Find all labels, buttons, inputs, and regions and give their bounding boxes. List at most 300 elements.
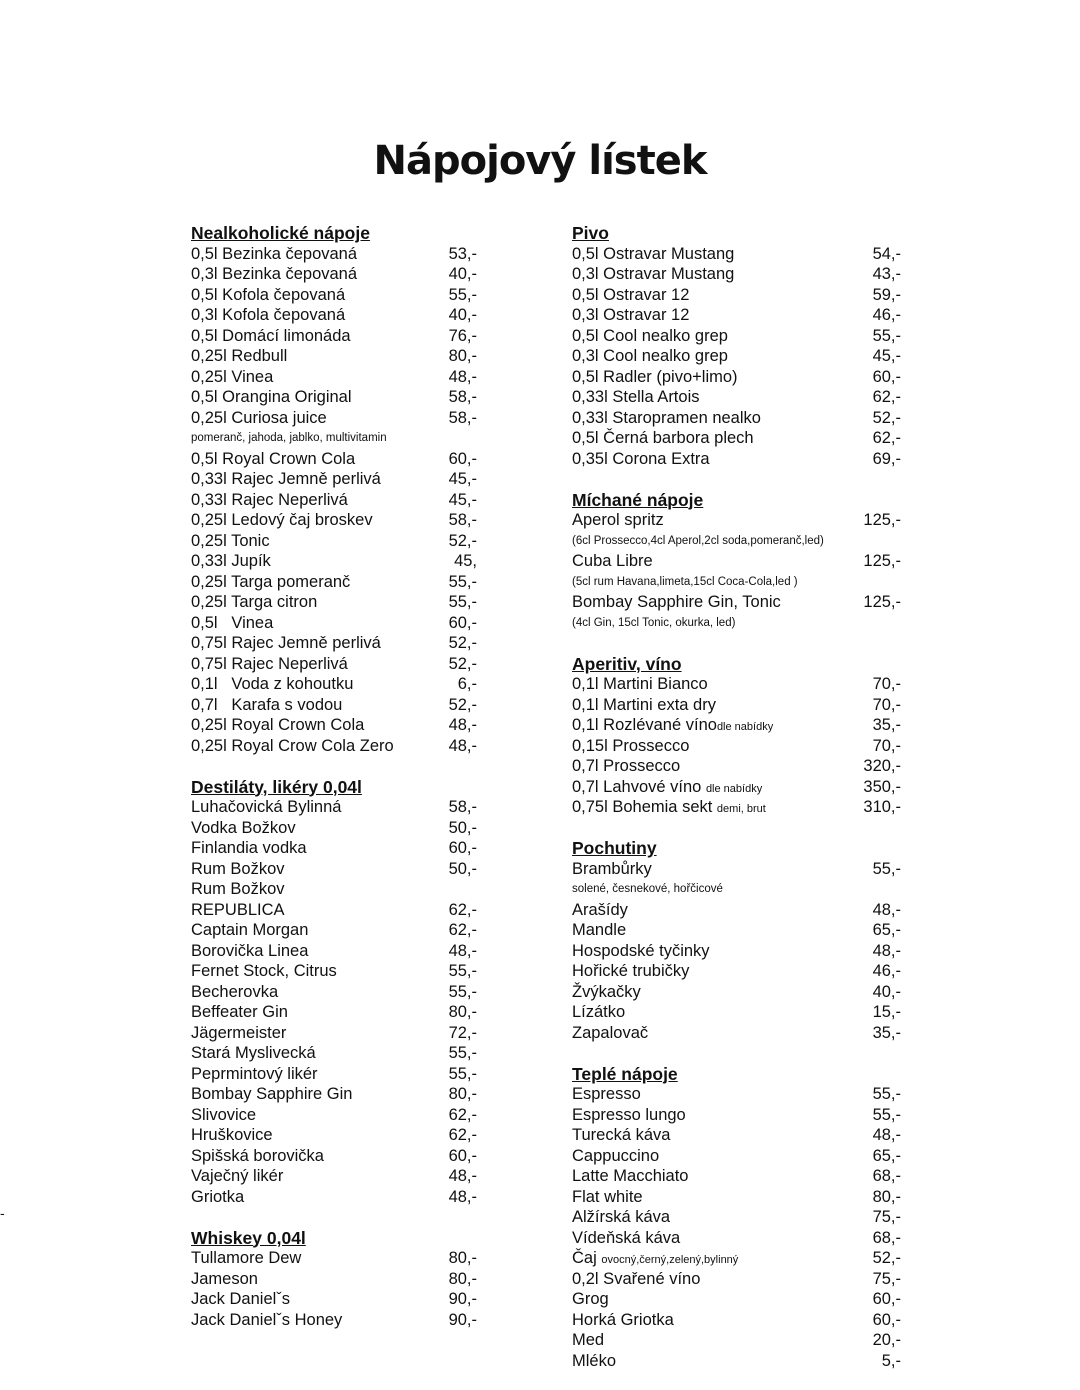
menu-item bbox=[191, 305, 491, 326]
item-name-wrap bbox=[191, 633, 381, 654]
item-name: Jameson bbox=[191, 1269, 258, 1288]
menu-item bbox=[572, 1269, 912, 1290]
item-note: dle nabídky bbox=[716, 721, 774, 733]
menu-section-nealkoholicke-napoje bbox=[191, 223, 491, 756]
menu-item bbox=[191, 654, 491, 675]
item-name: 0,75l Rajec Neperlivá bbox=[191, 654, 348, 673]
item-price: 52,- bbox=[448, 634, 477, 652]
menu-item bbox=[572, 1330, 912, 1351]
item-name: 0,25l Curiosa juice bbox=[191, 408, 327, 427]
item-name-wrap bbox=[191, 1084, 352, 1105]
item-price: 60,- bbox=[448, 613, 477, 632]
item-name: 0,3l Ostravar 12 bbox=[572, 306, 690, 324]
item-price: 125,- bbox=[863, 511, 901, 529]
item-name-wrap bbox=[572, 777, 762, 800]
item-name: Turecká káva bbox=[572, 1126, 671, 1144]
menu-item bbox=[572, 1002, 912, 1023]
item-name: 0,7l Lahvové víno bbox=[572, 777, 706, 796]
menu-item bbox=[191, 1023, 491, 1044]
item-name: Žvýkačky bbox=[572, 982, 641, 1001]
item-name-wrap bbox=[572, 285, 689, 306]
item-name-wrap bbox=[191, 838, 307, 859]
item-name-wrap bbox=[572, 1146, 659, 1167]
menu-item bbox=[191, 449, 491, 470]
item-name: Hruškovice bbox=[191, 1126, 273, 1144]
item-name: 0,5l Radler (pivo+limo) bbox=[572, 367, 738, 386]
item-price: 320,- bbox=[863, 757, 901, 775]
section-heading: Aperitiv, víno bbox=[572, 653, 682, 674]
menu-item bbox=[572, 1187, 912, 1208]
item-price: 60,- bbox=[872, 367, 901, 386]
item-price: 75,- bbox=[872, 1269, 901, 1288]
item-name: 0,3l Kofola čepovaná bbox=[191, 306, 346, 324]
item-name: 0,5l Vinea bbox=[191, 613, 274, 632]
menu-item bbox=[191, 572, 491, 593]
menu-item bbox=[191, 244, 491, 265]
item-name: 0,5l Bezinka čepovaná bbox=[191, 244, 358, 263]
menu-item bbox=[191, 1064, 491, 1085]
item-name-wrap bbox=[572, 941, 710, 962]
item-name: 0,33l Stella Artois bbox=[572, 388, 700, 406]
item-name-wrap bbox=[191, 1310, 342, 1331]
item-name: Finlandia vodka bbox=[191, 839, 307, 857]
item-price: 15,- bbox=[872, 1003, 901, 1021]
item-price: 45,- bbox=[872, 347, 901, 365]
item-name: Espresso lungo bbox=[572, 1105, 686, 1124]
menu-item bbox=[191, 346, 491, 367]
item-name: Borovička Linea bbox=[191, 941, 309, 960]
item-price: 68,- bbox=[872, 1228, 901, 1247]
item-price: 62,- bbox=[872, 429, 901, 447]
item-name: Hořické trubičky bbox=[572, 962, 690, 980]
item-price: 65,- bbox=[872, 921, 901, 939]
menu-item bbox=[572, 674, 912, 695]
menu-item bbox=[191, 490, 491, 511]
menu-item bbox=[572, 715, 912, 736]
item-price: 48,- bbox=[448, 716, 477, 734]
item-name: 0,5l Orangina Original bbox=[191, 388, 352, 406]
item-price: 55,- bbox=[872, 859, 901, 878]
item-name-wrap bbox=[572, 1105, 686, 1126]
item-price: 58,- bbox=[448, 798, 477, 816]
menu-item bbox=[191, 326, 491, 347]
menu-item bbox=[572, 797, 912, 818]
item-name-wrap bbox=[572, 1289, 609, 1310]
item-price: 350,- bbox=[863, 777, 901, 796]
menu-item bbox=[191, 920, 491, 941]
item-price: 90,- bbox=[448, 1290, 477, 1308]
item-name-wrap bbox=[572, 920, 626, 941]
item-name: 0,75l Bohemia sekt bbox=[572, 798, 717, 816]
menu-item bbox=[191, 408, 491, 429]
item-price: 68,- bbox=[872, 1167, 901, 1185]
item-name: Captain Morgan bbox=[191, 921, 309, 939]
item-name: Brambůrky bbox=[572, 859, 652, 878]
item-name: 0,5l Černá barbora plech bbox=[572, 429, 754, 447]
item-name: Beffeater Gin bbox=[191, 1003, 288, 1021]
item-price: 62,- bbox=[448, 921, 477, 939]
item-name: 0,5l Royal Crown Cola bbox=[191, 449, 356, 468]
item-name-wrap bbox=[572, 1330, 604, 1351]
item-price: 50,- bbox=[448, 818, 477, 837]
item-name-wrap bbox=[191, 1125, 273, 1146]
item-name: 0,15l Prossecco bbox=[572, 736, 690, 755]
section-heading: Nealkoholické nápoje bbox=[191, 223, 370, 243]
menu-item bbox=[191, 715, 491, 736]
item-name: Rum Božkov bbox=[191, 859, 285, 878]
item-name-wrap bbox=[572, 797, 766, 820]
item-name: Čaj bbox=[572, 1249, 602, 1267]
menu-item bbox=[191, 1084, 491, 1105]
menu-item bbox=[191, 1289, 491, 1310]
item-name-wrap bbox=[191, 531, 270, 552]
menu-item bbox=[572, 777, 912, 798]
item-price: 60,- bbox=[872, 1290, 901, 1308]
menu-item bbox=[191, 838, 491, 859]
item-name: 0,5l Cool nealko grep bbox=[572, 326, 728, 345]
menu-item bbox=[572, 408, 912, 429]
item-name-wrap bbox=[572, 428, 754, 449]
menu-item bbox=[191, 1146, 491, 1167]
item-name: Bombay Sapphire Gin, Tonic bbox=[572, 593, 781, 611]
item-name: Flat white bbox=[572, 1187, 643, 1206]
item-price: 59,- bbox=[872, 285, 901, 304]
right-column bbox=[572, 223, 912, 1371]
item-description: (5cl rum Havana,limeta,15cl Coca-Cola,led ) bbox=[572, 575, 798, 588]
item-name-wrap bbox=[191, 797, 341, 818]
item-name-wrap bbox=[191, 305, 345, 326]
margin-mark: - bbox=[0, 1205, 5, 1221]
item-name-wrap bbox=[191, 900, 285, 921]
item-name-wrap bbox=[191, 1187, 244, 1208]
item-price: 46,- bbox=[872, 962, 901, 980]
item-name-wrap bbox=[191, 264, 357, 285]
item-price: 65,- bbox=[872, 1146, 901, 1165]
menu-item bbox=[572, 900, 912, 921]
item-name: 0,25l Targa pomeranč bbox=[191, 572, 351, 591]
item-name-wrap bbox=[572, 1125, 670, 1146]
item-name: Griotka bbox=[191, 1187, 245, 1206]
item-price: 80,- bbox=[448, 1003, 477, 1021]
item-name-wrap bbox=[572, 674, 708, 695]
item-name-wrap bbox=[572, 592, 781, 613]
item-price: 52,- bbox=[872, 408, 901, 427]
menu-item bbox=[191, 1269, 491, 1290]
item-price: 310,- bbox=[863, 798, 901, 816]
item-price: 48,- bbox=[448, 1187, 477, 1206]
item-price: 55,- bbox=[448, 1064, 477, 1083]
item-price: 70,- bbox=[872, 695, 901, 714]
item-name-wrap bbox=[191, 449, 355, 470]
menu-item bbox=[191, 818, 491, 839]
item-description: solené, česnekové, hořčicové bbox=[572, 883, 723, 895]
item-price: 58,- bbox=[448, 408, 477, 427]
menu-item bbox=[572, 387, 912, 408]
item-name: Aperol spritz bbox=[572, 511, 664, 529]
item-name: Rum Božkov bbox=[191, 880, 285, 898]
item-name-wrap bbox=[572, 1002, 625, 1023]
item-name: 0,25l Redbull bbox=[191, 347, 288, 365]
item-price: 50,- bbox=[448, 859, 477, 878]
item-name: Peprmintový likér bbox=[191, 1064, 318, 1083]
item-price: 46,- bbox=[872, 306, 901, 324]
item-name: REPUBLICA bbox=[191, 900, 285, 919]
menu-item bbox=[572, 428, 912, 449]
section-heading: Whiskey 0,04l bbox=[191, 1227, 306, 1248]
item-name-wrap bbox=[191, 859, 285, 880]
item-price: 43,- bbox=[872, 265, 901, 283]
item-name: Slivovice bbox=[191, 1105, 257, 1124]
item-price: 55,- bbox=[872, 1085, 901, 1103]
item-note: dle nabídky bbox=[705, 782, 763, 795]
item-name-wrap bbox=[191, 941, 308, 962]
menu-item bbox=[191, 859, 491, 880]
item-price: 60,- bbox=[872, 1310, 901, 1329]
item-name: 0,2l Svařené víno bbox=[572, 1269, 701, 1288]
item-price: 48,- bbox=[872, 1126, 901, 1144]
item-name: 0,33l Jupík bbox=[191, 552, 271, 570]
item-name: 0,75l Rajec Jemně perlivá bbox=[191, 634, 381, 652]
item-note: demi, brut bbox=[716, 803, 766, 815]
item-name: Med bbox=[572, 1331, 605, 1349]
item-name: Spišská borovička bbox=[191, 1146, 324, 1165]
item-name-wrap bbox=[572, 695, 716, 716]
menu-item bbox=[572, 326, 912, 347]
item-name: Arašídy bbox=[572, 900, 628, 919]
item-name: 0,1l Martini Bianco bbox=[572, 675, 708, 693]
menu-section-pivo bbox=[572, 223, 912, 469]
item-name-wrap bbox=[191, 1105, 256, 1126]
item-price: 80,- bbox=[448, 1085, 477, 1103]
menu-item bbox=[191, 1310, 491, 1331]
item-name-wrap bbox=[572, 1310, 674, 1331]
item-price: 70,- bbox=[872, 675, 901, 693]
item-name-wrap bbox=[191, 244, 357, 265]
item-name-wrap bbox=[572, 715, 773, 738]
item-name-wrap bbox=[572, 1248, 738, 1271]
item-name: Jack Danielˇs bbox=[191, 1290, 291, 1308]
item-name-wrap bbox=[191, 285, 345, 306]
menu-item bbox=[191, 797, 491, 818]
menu-section-pochutiny bbox=[572, 838, 912, 1043]
menu-item bbox=[572, 1228, 912, 1249]
item-name-wrap bbox=[191, 387, 352, 408]
item-name-wrap bbox=[191, 592, 317, 613]
item-price: 48,- bbox=[448, 941, 477, 960]
item-name: 0,1l Martini exta dry bbox=[572, 695, 716, 714]
item-price: 20,- bbox=[872, 1331, 901, 1349]
item-price: 80,- bbox=[448, 1249, 477, 1267]
menu-item bbox=[572, 1248, 912, 1269]
item-name: 0,5l Kofola čepovaná bbox=[191, 285, 346, 304]
menu-item bbox=[572, 1207, 912, 1228]
item-name-wrap bbox=[191, 1043, 316, 1064]
item-name: 0,33l Rajec Neperlivá bbox=[191, 490, 348, 509]
item-name-wrap bbox=[191, 551, 271, 572]
item-price: 45, bbox=[454, 552, 477, 570]
item-price: 53,- bbox=[448, 244, 477, 263]
item-name-wrap bbox=[191, 613, 273, 634]
menu-item bbox=[572, 346, 912, 367]
menu-item bbox=[572, 367, 912, 388]
menu-item bbox=[191, 695, 491, 716]
item-name: Luhačovická Bylinná bbox=[191, 798, 342, 816]
item-name: 0,5l Ostravar Mustang bbox=[572, 244, 735, 263]
item-name: Hospodské tyčinky bbox=[572, 941, 710, 960]
menu-section-destilaty-likery-0-04l bbox=[191, 777, 491, 1208]
menu-item bbox=[191, 1043, 491, 1064]
item-name: 0,25l Tonic bbox=[191, 531, 270, 550]
menu-item bbox=[191, 387, 491, 408]
menu-item bbox=[572, 244, 912, 265]
item-name: Alžírská káva bbox=[572, 1208, 671, 1226]
item-name-wrap bbox=[191, 982, 278, 1003]
menu-item bbox=[572, 982, 912, 1003]
item-name-wrap bbox=[191, 695, 342, 716]
menu-item bbox=[572, 449, 912, 470]
item-price: 55,- bbox=[872, 1105, 901, 1124]
item-name-wrap bbox=[572, 1207, 670, 1228]
item-name-wrap bbox=[572, 1351, 616, 1372]
item-name-wrap bbox=[191, 1289, 290, 1310]
item-price: 55,- bbox=[448, 572, 477, 591]
item-price: 62,- bbox=[872, 388, 901, 406]
item-name: Horká Griotka bbox=[572, 1310, 674, 1329]
item-price: 55,- bbox=[448, 593, 477, 611]
item-price: 40,- bbox=[448, 265, 477, 283]
item-name-wrap bbox=[572, 510, 664, 531]
item-name-wrap bbox=[191, 818, 296, 839]
item-name-wrap bbox=[572, 305, 689, 326]
item-name: Becherovka bbox=[191, 982, 279, 1001]
menu-item bbox=[572, 1289, 912, 1310]
item-name-wrap bbox=[191, 490, 348, 511]
item-price: 75,- bbox=[872, 1208, 901, 1226]
item-price: 58,- bbox=[448, 388, 477, 406]
menu-item bbox=[191, 613, 491, 634]
item-description: (6cl Prossecco,4cl Aperol,2cl soda,pomeranč,led) bbox=[572, 534, 824, 547]
item-price: 60,- bbox=[448, 839, 477, 857]
item-name: 0,1l Rozlévané víno bbox=[572, 716, 717, 734]
item-price: 62,- bbox=[448, 1126, 477, 1144]
item-price: 35,- bbox=[872, 1023, 901, 1042]
item-price: 80,- bbox=[872, 1187, 901, 1206]
menu-item bbox=[191, 1248, 491, 1269]
menu-item bbox=[572, 736, 912, 757]
item-name-wrap bbox=[572, 367, 738, 388]
item-name: 0,33l Staropramen nealko bbox=[572, 408, 761, 427]
item-name-wrap bbox=[572, 736, 689, 757]
item-price: 54,- bbox=[872, 244, 901, 263]
item-name-wrap bbox=[572, 756, 680, 777]
item-price: 70,- bbox=[872, 736, 901, 755]
item-price: 48,- bbox=[448, 1167, 477, 1185]
menu-item bbox=[572, 961, 912, 982]
menu-item bbox=[191, 510, 491, 531]
menu-item bbox=[572, 1105, 912, 1126]
item-name-wrap bbox=[191, 961, 337, 982]
menu-item bbox=[572, 305, 912, 326]
item-price: 125,- bbox=[863, 593, 901, 611]
item-name-wrap bbox=[191, 1248, 301, 1269]
item-price: 6,- bbox=[457, 675, 477, 693]
item-price: 48,- bbox=[448, 736, 477, 755]
item-name-wrap bbox=[572, 1228, 680, 1249]
item-name-wrap bbox=[191, 654, 348, 675]
item-price: 40,- bbox=[448, 306, 477, 324]
menu-item bbox=[572, 1146, 912, 1167]
left-column bbox=[191, 223, 491, 1330]
item-name: Tullamore Dew bbox=[191, 1249, 302, 1267]
menu-item bbox=[572, 1084, 912, 1105]
item-name: 0,7l Prossecco bbox=[572, 757, 681, 775]
item-name: 0,25l Ledový čaj broskev bbox=[191, 511, 373, 529]
item-name: 0,7l Karafa s vodou bbox=[191, 695, 343, 714]
item-name-wrap bbox=[572, 961, 689, 982]
item-name: 0,3l Cool nealko grep bbox=[572, 347, 728, 365]
item-name-wrap bbox=[191, 346, 287, 367]
item-name-wrap bbox=[191, 510, 373, 531]
item-name-wrap bbox=[191, 674, 353, 695]
item-name: 0,33l Rajec Jemně perlivá bbox=[191, 470, 381, 488]
item-price: 55,- bbox=[872, 326, 901, 345]
item-name: Grog bbox=[572, 1290, 609, 1308]
section-heading: Pochutiny bbox=[572, 838, 657, 858]
item-name: Mléko bbox=[572, 1351, 617, 1370]
item-description: (4cl Gin, 15cl Tonic, okurka, led) bbox=[572, 616, 736, 629]
item-price: 55,- bbox=[448, 1044, 477, 1062]
item-name: 0,3l Ostravar Mustang bbox=[572, 265, 735, 283]
item-name-wrap bbox=[572, 900, 628, 921]
menu-item bbox=[572, 859, 912, 880]
menu-item bbox=[191, 1166, 491, 1187]
item-name-wrap bbox=[191, 1023, 286, 1044]
item-name-wrap bbox=[191, 1064, 318, 1085]
item-name-wrap bbox=[572, 244, 734, 265]
menu-item bbox=[191, 1125, 491, 1146]
item-price: 48,- bbox=[872, 900, 901, 919]
menu-item bbox=[191, 900, 491, 921]
item-name-wrap bbox=[572, 551, 653, 572]
menu-item bbox=[191, 1105, 491, 1126]
item-name-wrap bbox=[191, 1002, 288, 1023]
menu-item bbox=[572, 264, 912, 285]
item-name-wrap bbox=[191, 920, 308, 941]
menu-item bbox=[191, 592, 491, 613]
menu-item bbox=[572, 695, 912, 716]
menu-item bbox=[191, 264, 491, 285]
item-price: 35,- bbox=[872, 716, 901, 734]
menu-item bbox=[572, 1310, 912, 1331]
menu-item bbox=[572, 510, 912, 531]
menu-item bbox=[191, 1002, 491, 1023]
menu-item bbox=[572, 1166, 912, 1187]
menu-item bbox=[191, 982, 491, 1003]
menu-item bbox=[572, 1351, 912, 1372]
item-price: 52,- bbox=[872, 1249, 901, 1267]
item-price: 48,- bbox=[448, 367, 477, 386]
item-name: Vaječný likér bbox=[191, 1167, 284, 1185]
menu-item bbox=[572, 1023, 912, 1044]
menu-item bbox=[572, 1125, 912, 1146]
item-name-wrap bbox=[191, 408, 327, 429]
item-name: Latte Macchiato bbox=[572, 1167, 689, 1185]
menu-item bbox=[572, 941, 912, 962]
item-price: 62,- bbox=[448, 1105, 477, 1124]
item-name: 0,5l Domácí limonáda bbox=[191, 326, 351, 345]
menu-item bbox=[191, 531, 491, 552]
item-name: 0,3l Bezinka čepovaná bbox=[191, 265, 358, 283]
